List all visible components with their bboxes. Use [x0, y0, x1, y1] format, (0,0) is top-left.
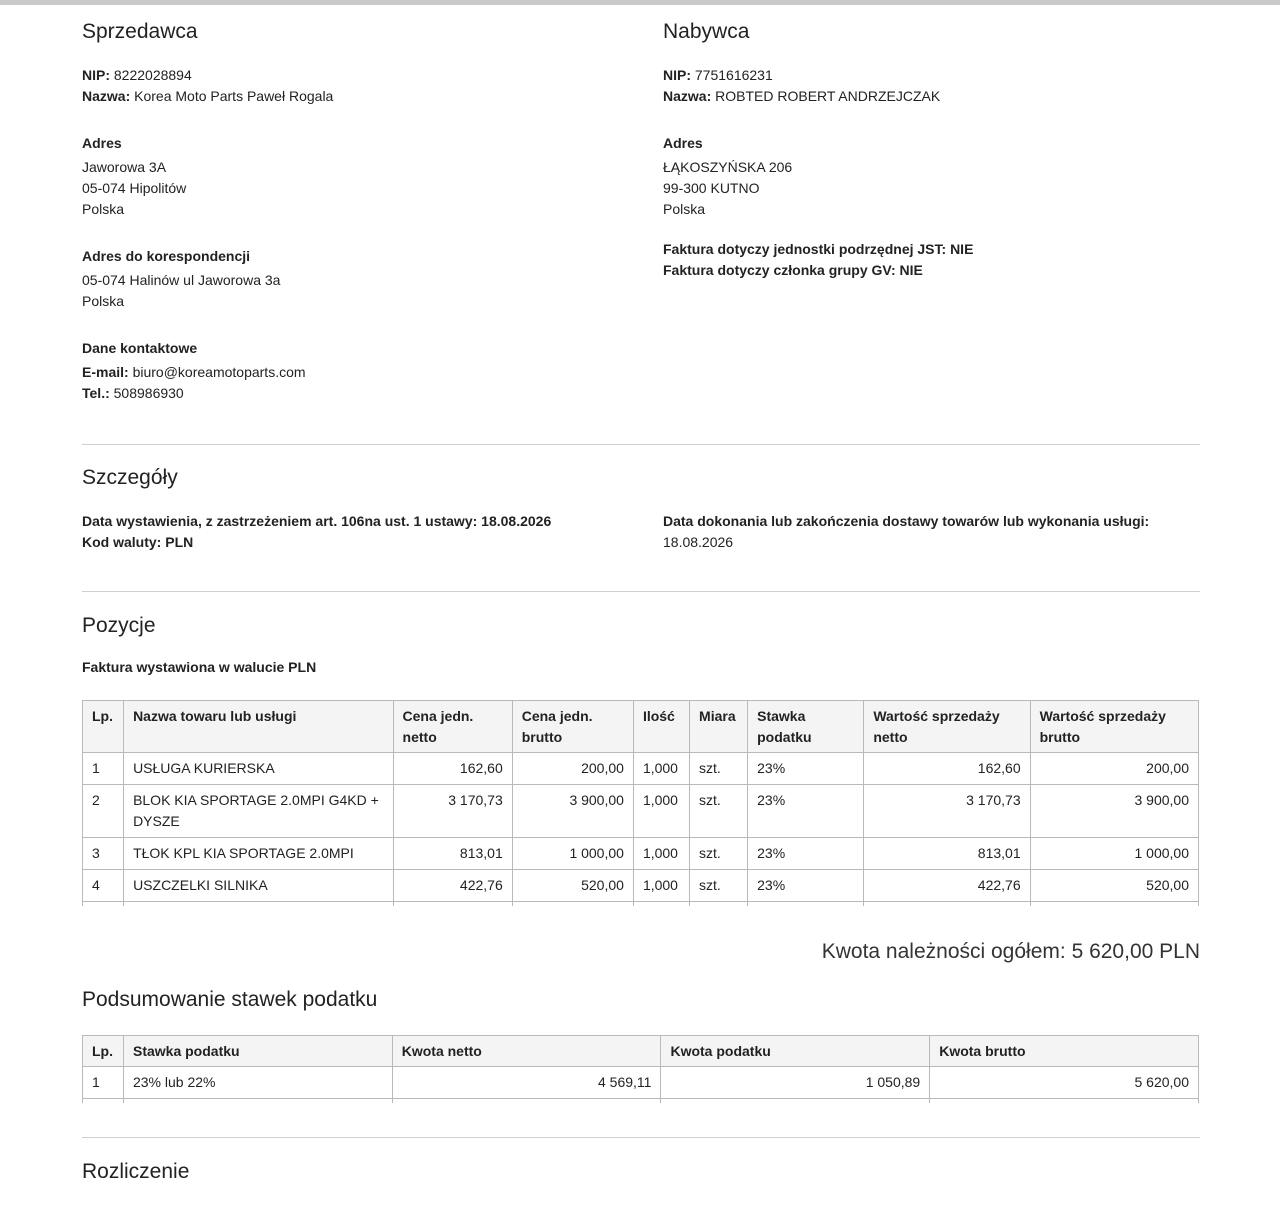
seller-block: [82, 65, 622, 404]
cell: szt.: [690, 838, 748, 870]
divider: [82, 591, 1200, 592]
cell: 1 050,89: [661, 1067, 930, 1099]
settlement-title: Rozliczenie: [82, 1160, 190, 1183]
details-left: [82, 511, 642, 553]
header-cell: Lp.: [83, 701, 124, 753]
buyer-address-line: 99-300 KUTNO: [663, 180, 760, 196]
total-label: Kwota należności ogółem:: [821, 940, 1066, 963]
cell: 4: [83, 870, 124, 902]
cell: 1,000: [633, 753, 689, 785]
cell: 3: [83, 838, 124, 870]
cell: 813,01: [393, 838, 512, 870]
details-title: Szczegóły: [82, 466, 178, 489]
seller-nip-label: NIP:: [82, 67, 110, 83]
buyer-nip: 7751616231: [694, 67, 773, 83]
seller-name-label: Nazwa:: [82, 88, 131, 104]
delivery-date-label: Data dokonania lub zakończenia dostawy towarów lub wykonania usługi:: [663, 513, 1150, 529]
top-border: [0, 0, 1280, 5]
total-value: 5 620,00 PLN: [1071, 940, 1200, 963]
seller-address-line: 05-074 Hipolitów: [82, 180, 187, 196]
header-cell: Kwota podatku: [661, 1036, 930, 1067]
seller-tel: 508986930: [113, 385, 184, 401]
header-cell: Stawka podatku: [123, 1036, 392, 1067]
cell: 3 170,73: [864, 785, 1030, 838]
header-cell: Miara: [690, 701, 748, 753]
seller-email-label: E-mail:: [82, 364, 129, 380]
table-row: [83, 870, 1199, 902]
cell: 3 900,00: [1030, 785, 1198, 838]
cell: szt.: [690, 753, 748, 785]
table-row: [83, 838, 1199, 870]
seller-corr-line: Polska: [82, 293, 125, 309]
seller-title: Sprzedawca: [82, 20, 198, 43]
table-header-row: [83, 701, 1199, 753]
cell: 23%: [748, 870, 864, 902]
currency-label: Kod waluty:: [82, 534, 162, 550]
cell: 4 569,11: [392, 1067, 661, 1099]
cell: 23%: [748, 785, 864, 838]
total-due: [822, 940, 1200, 964]
buyer-jst: NIE: [950, 241, 974, 257]
table-spacer-row: [83, 902, 1199, 907]
header-cell: Kwota brutto: [930, 1036, 1199, 1067]
cell: szt.: [690, 870, 748, 902]
buyer-address-label: Adres: [663, 135, 703, 151]
delivery-date: 18.08.2026: [663, 534, 734, 550]
header-cell: Cena jedn. brutto: [512, 701, 633, 753]
cell: 422,76: [864, 870, 1030, 902]
header-cell: Wartość sprzedaży brutto: [1030, 701, 1198, 753]
seller-tel-label: Tel.:: [82, 385, 110, 401]
cell: szt.: [690, 785, 748, 838]
cell: 520,00: [512, 870, 633, 902]
cell: USŁUGA KURIERSKA: [124, 753, 393, 785]
cell: 3 900,00: [512, 785, 633, 838]
positions-title: Pozycje: [82, 614, 156, 637]
buyer-gv-label: Faktura dotyczy członka grupy GV:: [663, 262, 896, 278]
positions-table: [82, 700, 1199, 906]
cell: 200,00: [512, 753, 633, 785]
cell: 520,00: [1030, 870, 1198, 902]
table-row: [83, 1067, 1199, 1099]
cell: 23%: [748, 838, 864, 870]
cell: 1: [83, 1067, 124, 1099]
cell: 200,00: [1030, 753, 1198, 785]
seller-nip: 8222028894: [113, 67, 192, 83]
tax-summary-title: Podsumowanie stawek podatku: [82, 988, 378, 1011]
cell: BLOK KIA SPORTAGE 2.0MPI G4KD + DYSZE: [124, 785, 393, 838]
buyer-name-label: Nazwa:: [663, 88, 712, 104]
table-spacer-row: [83, 1099, 1199, 1104]
buyer-jst-label: Faktura dotyczy jednostki podrzędnej JST:: [663, 241, 947, 257]
cell: 2: [83, 785, 124, 838]
table-row: [83, 753, 1199, 785]
seller-name: Korea Moto Parts Paweł Rogala: [134, 88, 334, 104]
seller-address-line: Polska: [82, 201, 125, 217]
seller-address-label: Adres: [82, 135, 122, 151]
header-cell: Wartość sprzedaży netto: [864, 701, 1030, 753]
cell: 1,000: [633, 785, 689, 838]
header-cell: Ilość: [633, 701, 689, 753]
buyer-block: [663, 65, 1203, 281]
header-cell: Lp.: [83, 1036, 124, 1067]
seller-corr-line: 05-074 Halinów ul Jaworowa 3a: [82, 272, 281, 288]
header-cell: Kwota netto: [392, 1036, 661, 1067]
cell: 162,60: [864, 753, 1030, 785]
seller-contact-label: Dane kontaktowe: [82, 340, 198, 356]
buyer-address-line: ŁĄKOSZYŃSKA 206: [663, 159, 793, 175]
buyer-address-line: Polska: [663, 201, 706, 217]
seller-corr-label: Adres do korespondencji: [82, 248, 251, 264]
cell: 1 000,00: [1030, 838, 1198, 870]
cell: 23%: [748, 753, 864, 785]
buyer-title: Nabywca: [663, 20, 750, 43]
issue-date: 18.08.2026: [481, 513, 552, 529]
cell: 1,000: [633, 870, 689, 902]
seller-email: biuro@koreamotoparts.com: [132, 364, 306, 380]
divider: [82, 444, 1200, 445]
buyer-name: ROBTED ROBERT ANDRZEJCZAK: [715, 88, 941, 104]
buyer-nip-label: NIP:: [663, 67, 691, 83]
seller-address-line: Jaworowa 3A: [82, 159, 167, 175]
header-cell: Cena jedn. netto: [393, 701, 512, 753]
table-header-row: [83, 1036, 1199, 1067]
cell: 422,76: [393, 870, 512, 902]
header-cell: Nazwa towaru lub usługi: [124, 701, 393, 753]
cell: 23% lub 22%: [123, 1067, 392, 1099]
tax-summary-table: [82, 1035, 1199, 1103]
cell: 5 620,00: [930, 1067, 1199, 1099]
cell: USZCZELKI SILNIKA: [124, 870, 393, 902]
buyer-gv: NIE: [899, 262, 923, 278]
currency: PLN: [165, 534, 194, 550]
cell: 813,01: [864, 838, 1030, 870]
table-row: [83, 785, 1199, 838]
cell: 1: [83, 753, 124, 785]
cell: 3 170,73: [393, 785, 512, 838]
issue-date-label: Data wystawienia, z zastrzeżeniem art. 106na ust. 1 ustawy:: [82, 513, 478, 529]
header-cell: Stawka podatku: [748, 701, 864, 753]
cell: 162,60: [393, 753, 512, 785]
details-right: [663, 511, 1193, 553]
currency-note: Faktura wystawiona w walucie PLN: [82, 659, 317, 675]
divider: [82, 1137, 1200, 1138]
cell: TŁOK KPL KIA SPORTAGE 2.0MPI: [124, 838, 393, 870]
cell: 1,000: [633, 838, 689, 870]
cell: 1 000,00: [512, 838, 633, 870]
